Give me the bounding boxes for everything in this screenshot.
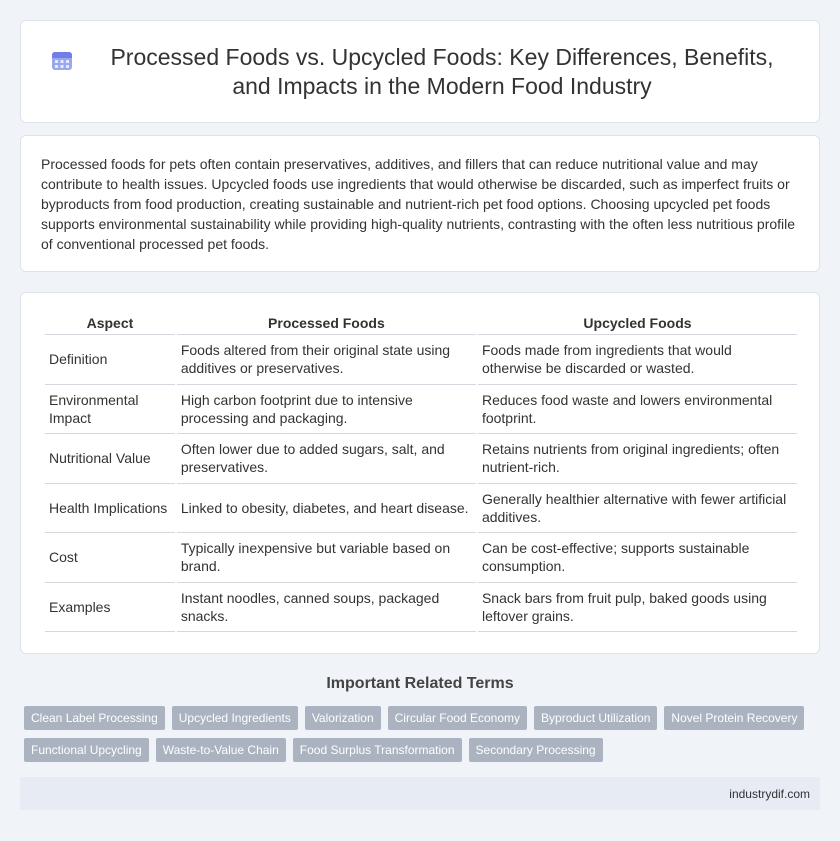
related-term-tag[interactable]: Clean Label Processing [24, 706, 165, 730]
cell-upcycled: Snack bars from fruit pulp, baked goods using leftover grains. [478, 583, 797, 633]
cell-aspect: Examples [45, 583, 175, 633]
related-term-tag[interactable]: Secondary Processing [469, 738, 603, 762]
table-header-row [45, 310, 797, 335]
cell-upcycled: Retains nutrients from original ingredients; often nutrient-rich. [478, 434, 797, 484]
table-row [45, 434, 797, 484]
related-term-tag[interactable]: Byproduct Utilization [534, 706, 657, 730]
related-term-tag[interactable]: Circular Food Economy [388, 706, 527, 730]
related-terms-list [24, 706, 824, 770]
calendar-icon [51, 49, 73, 71]
cell-aspect: Definition [45, 335, 175, 385]
table-row [45, 583, 797, 633]
cell-upcycled: Reduces food waste and lowers environmental footprint. [478, 385, 797, 435]
related-term-tag[interactable]: Waste-to-Value Chain [156, 738, 286, 762]
related-term-tag[interactable]: Functional Upcycling [24, 738, 149, 762]
cell-processed: Often lower due to added sugars, salt, and preservatives. [177, 434, 476, 484]
cell-aspect: Nutritional Value [45, 434, 175, 484]
header-aspect: Aspect [45, 310, 175, 335]
cell-aspect: Health Implications [45, 484, 175, 534]
related-term-tag[interactable]: Valorization [305, 706, 381, 730]
related-term-tag[interactable]: Food Surplus Transformation [293, 738, 462, 762]
cell-upcycled: Foods made from ingredients that would otherwise be discarded or wasted. [478, 335, 797, 385]
header-card [20, 20, 820, 123]
cell-aspect: Environmental Impact [45, 385, 175, 435]
cell-processed: Typically inexpensive but variable based on brand. [177, 533, 476, 583]
cell-upcycled: Generally healthier alternative with fewer artificial additives. [478, 484, 797, 534]
footer-site-link[interactable]: industrydif.com [729, 786, 810, 801]
table-row [45, 533, 797, 583]
header-processed: Processed Foods [177, 310, 476, 335]
cell-processed: Foods altered from their original state using additives or preservatives. [177, 335, 476, 385]
page-title: Processed Foods vs. Upcycled Foods: Key Differences, Benefits, and Impacts in the Modern Food Industry [110, 43, 774, 99]
intro-card [20, 135, 820, 272]
header-upcycled: Upcycled Foods [478, 310, 797, 335]
cell-processed: Linked to obesity, diabetes, and heart disease. [177, 484, 476, 534]
table-row [45, 335, 797, 385]
intro-paragraph: Processed foods for pets often contain preservatives, additives, and fillers that can reduce nutritional value and may contribute to health issues. Upcycled foods use ingredients that would otherwise be discarded, such as imperfect fruits or byproducts from food production, creating sustainable and nutrient-rich pet food options. Choosing upcycled pet foods supports environmental sustainability while providing high-quality nutrients, contrasting with the often less nutritious profile of conventional processed pet foods. [41, 156, 796, 252]
comparison-card [20, 292, 820, 654]
cell-upcycled: Can be cost-effective; supports sustainable consumption. [478, 533, 797, 583]
footer-bar [20, 777, 820, 810]
comparison-table [43, 310, 799, 632]
related-term-tag[interactable]: Novel Protein Recovery [664, 706, 804, 730]
cell-processed: High carbon footprint due to intensive processing and packaging. [177, 385, 476, 435]
related-term-tag[interactable]: Upcycled Ingredients [172, 706, 298, 730]
related-terms-title: Important Related Terms [326, 675, 514, 692]
table-row [45, 484, 797, 534]
cell-processed: Instant noodles, canned soups, packaged snacks. [177, 583, 476, 633]
cell-aspect: Cost [45, 533, 175, 583]
table-row [45, 385, 797, 435]
